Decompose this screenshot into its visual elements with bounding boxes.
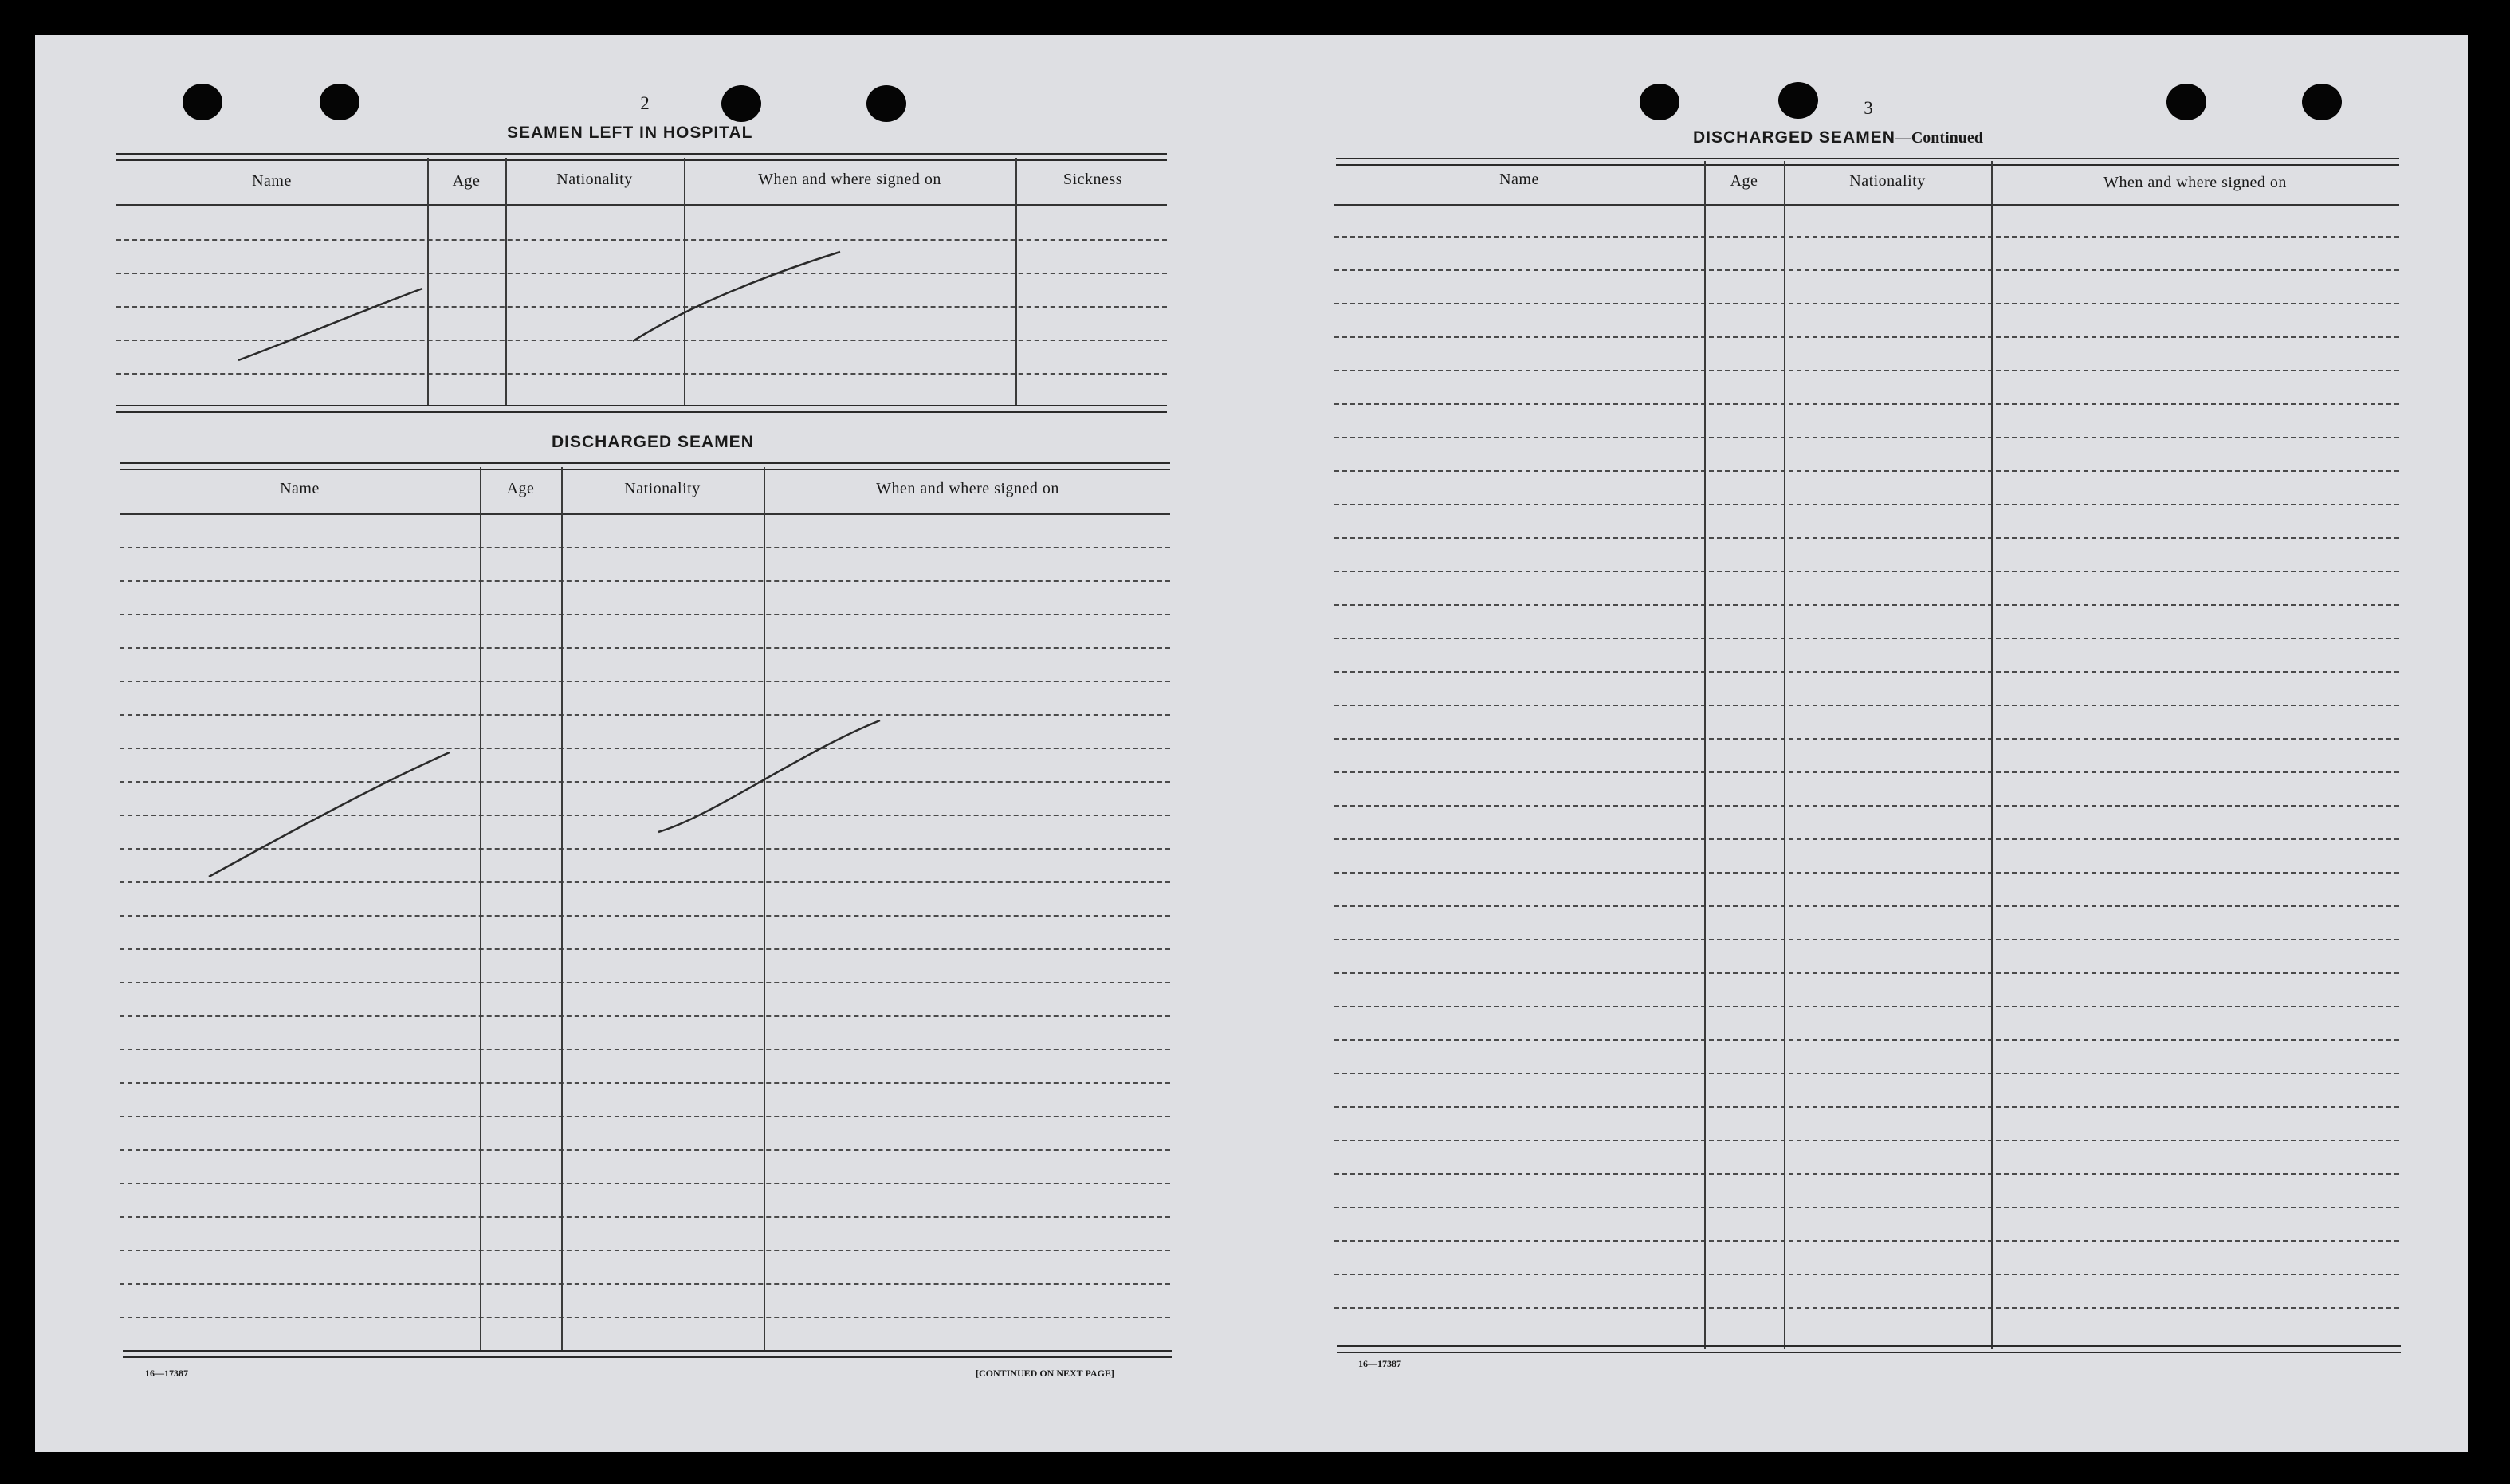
continued-col-age: Age xyxy=(1730,172,1758,190)
hospital-col-signed-on: When and where signed on xyxy=(758,171,941,188)
strike-stroke xyxy=(238,289,422,360)
continued-col-nationality: Nationality xyxy=(1849,172,1926,190)
discharged-col-signed-on: When and where signed on xyxy=(876,480,1059,497)
hospital-section-title: SEAMEN LEFT IN HOSPITAL xyxy=(507,124,753,142)
hospital-col-age: Age xyxy=(452,172,481,190)
hospital-col-sickness: Sickness xyxy=(1063,171,1122,188)
hospital-col-name: Name xyxy=(252,172,292,190)
discharged-continued-title-main: DISCHARGED SEAMEN xyxy=(1693,128,1895,147)
hospital-col-nationality: Nationality xyxy=(556,171,633,188)
page-number-right: 3 xyxy=(1864,98,1873,118)
strike-stroke xyxy=(209,752,450,877)
discharged-continued-title-suffix: —Continued xyxy=(1895,129,1983,147)
strike-stroke xyxy=(658,720,880,832)
document-sheet xyxy=(35,35,2468,1452)
continued-col-signed-on: When and where signed on xyxy=(2103,174,2287,191)
strike-stroke xyxy=(633,252,840,341)
page-number-left: 2 xyxy=(640,93,650,113)
discharged-col-age: Age xyxy=(506,480,535,497)
handwritten-strike-marks xyxy=(35,35,2468,1452)
form-number-right: 16—17387 xyxy=(1358,1358,1401,1369)
discharged-col-nationality: Nationality xyxy=(624,480,701,497)
continued-col-name: Name xyxy=(1499,171,1539,188)
discharged-section-title: DISCHARGED SEAMEN xyxy=(552,433,754,451)
continued-note: [CONTINUED ON NEXT PAGE] xyxy=(976,1368,1114,1379)
form-number-left: 16—17387 xyxy=(145,1368,188,1379)
discharged-col-name: Name xyxy=(280,480,320,497)
